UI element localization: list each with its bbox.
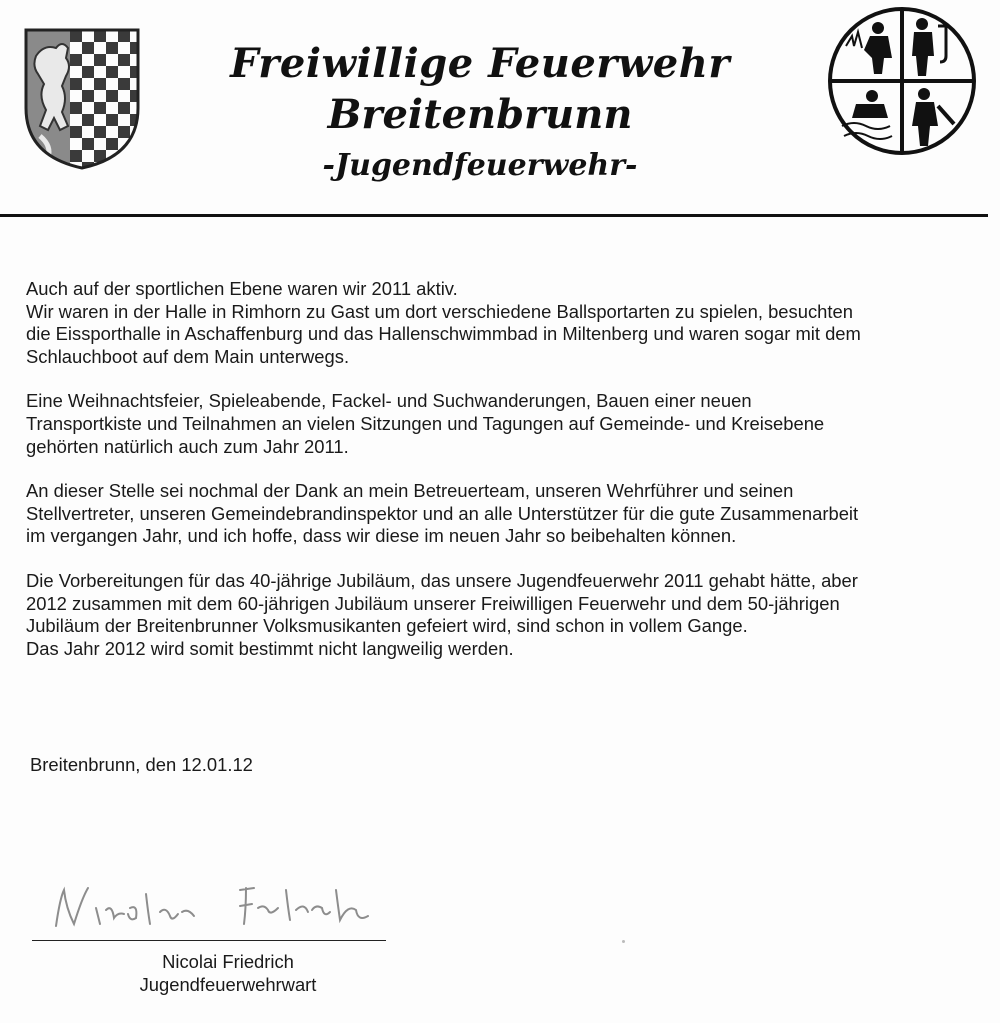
- text-line: An dieser Stelle sei nochmal der Dank an mein Betreuerteam, unseren Wehrführer und seinen: [26, 480, 794, 502]
- text-line: Die Vorbereitungen für das 40-jährige Jubiläum, das unsere Jugendfeuerwehr 2011 gehabt hätte, aber: [26, 569, 858, 591]
- scan-speck: [622, 940, 625, 943]
- text-line: Das Jahr 2012 wird somit bestimmt nicht langweilig werden.: [26, 637, 514, 659]
- letter-body: [26, 278, 976, 682]
- firefighter-emblem-icon: [826, 6, 978, 156]
- place-date: Breitenbrunn, den 12.01.12: [30, 754, 253, 775]
- text-line: Stellvertreter, unseren Gemeindebrandinspektor und an alle Unterstützer für die gute Zusammenarbeit: [26, 502, 859, 524]
- text-line: die Eissporthalle in Aschaffenburg und das Hallenschwimmbad in Miltenberg und waren sogar mit dem: [26, 323, 861, 345]
- header-divider: [0, 214, 988, 217]
- subtitle: -Jugendfeuerwehr-: [322, 148, 638, 183]
- text-line: 2012 zusammen mit dem 60-jährigen Jubiläum unserer Freiwilligen Feuerwehr und dem 50-jährigen: [26, 592, 840, 614]
- signer-block: [100, 950, 356, 996]
- signer-name: Nicolai Friedrich: [162, 951, 294, 972]
- text-line: Auch auf der sportlichen Ebene waren wir 2011 aktiv.: [26, 278, 458, 299]
- coat-of-arms-icon: [22, 26, 142, 172]
- paragraph: [26, 570, 976, 660]
- signer-role: Jugendfeuerwehrwart: [139, 974, 317, 995]
- text-line: Schlauchboot auf dem Main unterwegs.: [26, 345, 350, 367]
- paragraph: [26, 480, 976, 548]
- text-line: im vergangen Jahr, und ich hoffe, dass wir diese im neuen Jahr so beibehalten können.: [26, 525, 737, 547]
- paragraph: [26, 390, 976, 458]
- letterhead-title: [200, 40, 760, 188]
- text-line: Jubiläum der Breitenbrunner Volksmusikanten gefeiert wird, sind schon in vollem Gange.: [26, 615, 748, 637]
- paragraph: [26, 278, 976, 368]
- handwritten-signature: [42, 868, 402, 934]
- title-line-2: Breitenbrunn: [327, 91, 633, 138]
- text-line: gehörten natürlich auch zum Jahr 2011.: [26, 435, 349, 457]
- title-line-1: Freiwillige Feuerwehr: [230, 40, 730, 87]
- text-line: Wir waren in der Halle in Rimhorn zu Gast um dort verschiedene Ballsportarten zu spielen, besuchten: [26, 300, 853, 322]
- text-line: Eine Weihnachtsfeier, Spieleabende, Fackel- und Suchwanderungen, Bauen einer neuen: [26, 390, 752, 412]
- signature-line: [32, 940, 386, 941]
- text-line: Transportkiste und Teilnahmen an vielen Sitzungen und Tagungen auf Gemeinde- und Kreisebene: [26, 412, 825, 434]
